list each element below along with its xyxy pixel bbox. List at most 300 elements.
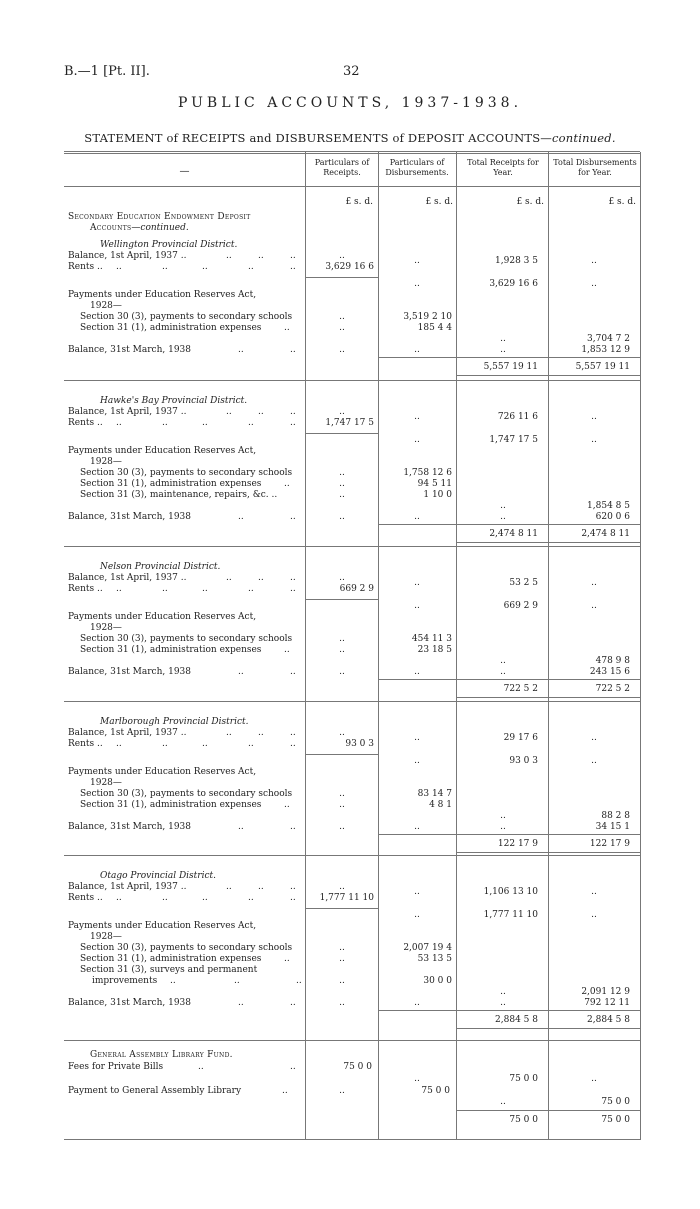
col-divider-5 <box>640 152 641 1140</box>
page-number: 32 <box>343 64 360 79</box>
balance-close-label-text: Balance, 31st March, 1938 <box>68 345 192 355</box>
library-payment-text: Payment to General Assembly Library <box>68 1086 242 1096</box>
section-31-1-label <box>80 954 315 964</box>
leader-dots: .. <box>290 407 296 417</box>
library-receipt-dots: .. <box>339 1086 345 1096</box>
currency-heading-receipts: £ s. d. <box>345 197 373 207</box>
section-30-disb: 83 14 7 <box>417 789 452 799</box>
section-heading-continued: —continued. <box>131 223 189 233</box>
disb-dots: .. <box>414 412 420 422</box>
library-sum-receipts: 75 0 0 <box>509 1115 538 1125</box>
statement-subtitle <box>0 131 700 145</box>
section-30-label-text: Section 30 (3), payments to secondary schools <box>80 468 293 478</box>
receipt-dots: .. <box>339 943 345 953</box>
total-open-balance: 53 2 5 <box>509 578 538 588</box>
receipt-dots: .. <box>339 634 345 644</box>
total-disb-dots: .. <box>591 910 597 920</box>
balance-open-label <box>68 573 303 583</box>
sum-total-receipts: 2,884 5 8 <box>495 1015 538 1025</box>
disb-dots: .. <box>414 910 420 920</box>
district-separator-rule <box>64 380 640 381</box>
leader-dots: .. <box>170 976 176 986</box>
leader-dots: .. <box>284 800 290 810</box>
total-receipts-dots: .. <box>500 987 506 997</box>
disb-dots: .. <box>414 256 420 266</box>
leader-dots: .. <box>116 418 122 428</box>
rents-label <box>68 418 303 428</box>
rents-receipt: 1,777 11 10 <box>319 893 374 903</box>
section-31-1-disb: 23 18 5 <box>417 645 452 655</box>
rents-receipt: 3,629 16 6 <box>325 262 374 272</box>
section-31-3-disb: 1 10 0 <box>423 490 452 500</box>
receipt-dots: .. <box>339 345 345 355</box>
payments-label-text: Payments under Education Reserves Act, <box>68 767 257 777</box>
leader-dots: .. <box>248 739 254 749</box>
leader-dots: .. <box>290 345 296 355</box>
leader-dots: .. <box>202 262 208 272</box>
leader-dots: .. <box>258 728 264 738</box>
leader-dots: .. <box>290 822 296 832</box>
district-name: Marlborough Provincial District. <box>100 717 249 727</box>
section-heading-line2 <box>90 223 189 233</box>
leader-dots: .. <box>162 584 168 594</box>
total-open-balance: 29 17 6 <box>503 733 538 743</box>
section-31-3-disb: 30 0 0 <box>423 976 452 986</box>
total-receipts-dots: .. <box>500 512 506 522</box>
total-disb-dots: .. <box>591 435 597 445</box>
leader-dots: .. <box>284 954 290 964</box>
total-receipts-dots: .. <box>500 822 506 832</box>
section-31-1-label <box>80 479 315 489</box>
leader-dots: .. <box>258 882 264 892</box>
total-disb-payments: 2,091 12 9 <box>581 987 630 997</box>
total-disb-payments: 478 9 8 <box>595 656 630 666</box>
total-disb-balance: 620 0 6 <box>595 512 630 522</box>
improvements-label <box>92 976 327 986</box>
balance-open-label <box>68 728 303 738</box>
act-year-label <box>90 301 325 311</box>
balance-open-label <box>68 251 303 261</box>
page-title: PUBLIC ACCOUNTS, 1937-1938. <box>177 95 523 111</box>
total-disb-payments: 88 2 8 <box>601 811 630 821</box>
leader-dots: .. <box>248 262 254 272</box>
receipt-dots: .. <box>339 954 345 964</box>
library-fees-text: Fees for Private Bills <box>68 1062 164 1072</box>
subtitle-continued: —continued. <box>540 131 616 145</box>
balance-close-label <box>68 512 303 522</box>
sum-double-rule <box>456 542 640 543</box>
sum-total-receipts: 5,557 19 11 <box>483 362 538 372</box>
total-rents: 93 0 3 <box>509 756 538 766</box>
sum-rule <box>456 679 640 680</box>
disb-column-rule <box>378 834 456 835</box>
leader-dots: .. <box>258 573 264 583</box>
leader-dots: .. <box>290 728 296 738</box>
leader-dots: .. <box>226 407 232 417</box>
leader-dots: .. <box>290 667 296 677</box>
balance-close-label-text: Balance, 31st March, 1938 <box>68 667 192 677</box>
sum-rule <box>456 357 640 358</box>
sum-rule <box>456 834 640 835</box>
col-header-disbursements: Particulars of Disbursements. <box>385 158 449 177</box>
section-30-label-text: Section 30 (3), payments to secondary schools <box>80 943 293 953</box>
section-30-label <box>80 943 315 953</box>
payments-label <box>68 290 303 300</box>
library-sum-rule <box>456 1110 640 1111</box>
library-total-disb: 75 0 0 <box>601 1097 630 1107</box>
disb-dots: .. <box>414 512 420 522</box>
section-31-1-disb: 53 13 5 <box>417 954 452 964</box>
library-top-rule <box>64 1040 640 1041</box>
sum-total-disbursements: 2,474 8 11 <box>581 529 630 539</box>
receipt-dots: .. <box>339 789 345 799</box>
leader-dots: .. <box>284 645 290 655</box>
total-rents: 1,747 17 5 <box>489 435 538 445</box>
receipt-rule <box>305 277 378 278</box>
table-top-rule <box>64 151 640 152</box>
section-30-label <box>80 312 315 322</box>
district-separator-rule <box>64 701 640 702</box>
disb-dots: .. <box>414 578 420 588</box>
receipt-rule <box>305 908 378 909</box>
receipt-dots: .. <box>339 573 345 583</box>
disb-column-rule <box>378 1010 456 1011</box>
total-receipts-dots: .. <box>500 811 506 821</box>
payments-label <box>68 612 303 622</box>
section-31-1-label <box>80 800 315 810</box>
section-31-1-label-text: Section 31 (1), administration expenses <box>80 800 262 810</box>
total-receipts-dots: .. <box>500 667 506 677</box>
receipt-dots: .. <box>339 882 345 892</box>
section-31-1-label-text: Section 31 (1), administration expenses <box>80 954 262 964</box>
act-year-label <box>90 623 325 633</box>
section-30-label <box>80 789 315 799</box>
leader-dots: .. <box>238 667 244 677</box>
total-disb-dots: .. <box>591 733 597 743</box>
leader-dots: .. <box>226 251 232 261</box>
col-header-total-receipts: Total Receipts for Year. <box>467 158 539 177</box>
leader-dots: .. <box>296 976 302 986</box>
sum-double-rule <box>456 375 640 376</box>
receipt-rule <box>305 599 378 600</box>
section-31-1-disb: 185 4 4 <box>417 323 452 333</box>
total-disb-dots: .. <box>591 256 597 266</box>
balance-open-label-text: Balance, 1st April, 1937 .. <box>68 882 187 892</box>
leader-dots: .. <box>290 262 296 272</box>
leader-dots: .. <box>202 893 208 903</box>
receipt-dots: .. <box>339 667 345 677</box>
leader-dots: .. <box>258 407 264 417</box>
receipt-dots: .. <box>339 323 345 333</box>
rents-label <box>68 584 303 594</box>
district-separator-rule <box>64 855 640 856</box>
leader-dots: .. <box>290 251 296 261</box>
balance-open-label <box>68 882 303 892</box>
rents-label <box>68 893 303 903</box>
disb-dots: .. <box>414 435 420 445</box>
disb-dots: .. <box>414 279 420 289</box>
section-31-1-label <box>80 645 315 655</box>
total-open-balance: 1,928 3 5 <box>495 256 538 266</box>
balance-close-label-text: Balance, 31st March, 1938 <box>68 822 192 832</box>
rents-label-text: Rents .. <box>68 262 103 272</box>
rents-receipt: 1,747 17 5 <box>325 418 374 428</box>
library-total-disb-dots: .. <box>591 1074 597 1084</box>
disb-dots: .. <box>414 667 420 677</box>
total-disb-payments: 3,704 7 2 <box>587 334 630 344</box>
total-rents: 3,629 16 6 <box>489 279 538 289</box>
section-31-1-label <box>80 323 315 333</box>
balance-open-label-text: Balance, 1st April, 1937 .. <box>68 728 187 738</box>
section-30-label-text: Section 30 (3), payments to secondary schools <box>80 789 293 799</box>
total-disb-balance: 792 12 11 <box>584 998 630 1008</box>
act-year-label-text: 1928— <box>90 932 122 942</box>
leader-dots: .. <box>238 998 244 1008</box>
page-reference: B.—1 [Pt. II]. <box>64 64 150 79</box>
leader-dots: .. <box>116 739 122 749</box>
sum-double-rule <box>456 1028 640 1029</box>
library-payment-disb: 75 0 0 <box>421 1086 450 1096</box>
leader-dots: .. <box>284 479 290 489</box>
total-rents: 1,777 11 10 <box>483 910 538 920</box>
balance-open-label-text: Balance, 1st April, 1937 .. <box>68 573 187 583</box>
act-year-label-text: 1928— <box>90 301 122 311</box>
disb-dots: .. <box>414 887 420 897</box>
leader-dots: .. <box>290 998 296 1008</box>
receipt-dots: .. <box>339 251 345 261</box>
section-31-3-label-text: Section 31 (3), surveys and permanent <box>80 965 258 975</box>
leader-dots: .. <box>258 251 264 261</box>
receipt-rule <box>305 754 378 755</box>
rents-label-text: Rents .. <box>68 418 103 428</box>
receipt-dots: .. <box>339 490 345 500</box>
leader-dots: .. <box>202 584 208 594</box>
total-disb-dots: .. <box>591 412 597 422</box>
section-31-1-label-text: Section 31 (1), administration expenses <box>80 645 262 655</box>
col-header-total-disbursements: Total Disbursements for Year. <box>553 158 637 177</box>
leader-dots: .. <box>290 739 296 749</box>
sum-total-disbursements: 722 5 2 <box>595 684 630 694</box>
sum-rule <box>456 1010 640 1011</box>
receipt-dots: .. <box>339 312 345 322</box>
total-disb-balance: 1,853 12 9 <box>581 345 630 355</box>
disb-dots: .. <box>414 756 420 766</box>
balance-close-label <box>68 998 303 1008</box>
total-receipts-dots: .. <box>500 998 506 1008</box>
receipt-dots: .. <box>339 822 345 832</box>
payments-label <box>68 767 303 777</box>
section-30-disb: 2,007 19 4 <box>403 943 452 953</box>
district-separator-rule <box>64 546 640 547</box>
section-31-1-disb: 94 5 11 <box>417 479 452 489</box>
rents-label-text: Rents .. <box>68 739 103 749</box>
total-disb-dots: .. <box>591 756 597 766</box>
disb-column-rule <box>378 524 456 525</box>
district-name: Hawke's Bay Provincial District. <box>100 396 248 406</box>
library-fees-label <box>68 1062 296 1072</box>
leader-dots: .. <box>162 893 168 903</box>
payments-label <box>68 921 303 931</box>
col-header-receipts: Particulars of Receipts. <box>314 158 370 177</box>
total-receipts-dots: .. <box>500 334 506 344</box>
act-year-label-text: 1928— <box>90 457 122 467</box>
leader-dots: .. <box>202 739 208 749</box>
balance-open-label-text: Balance, 1st April, 1937 .. <box>68 407 187 417</box>
total-disb-dots: .. <box>591 279 597 289</box>
leader-dots: .. <box>290 584 296 594</box>
leader-dots: .. <box>116 893 122 903</box>
receipt-dots: .. <box>339 512 345 522</box>
balance-open-label-text: Balance, 1st April, 1937 .. <box>68 251 187 261</box>
payments-label <box>68 446 303 456</box>
leader-dots: .. <box>238 512 244 522</box>
library-total-receipts: 75 0 0 <box>509 1074 538 1084</box>
sum-double-rule <box>456 697 640 698</box>
rents-label-text: Rents .. <box>68 893 103 903</box>
balance-close-label-text: Balance, 31st March, 1938 <box>68 512 192 522</box>
section-30-label <box>80 634 315 644</box>
act-year-label-text: 1928— <box>90 778 122 788</box>
leader-dots: .. <box>162 739 168 749</box>
rents-label <box>68 739 303 749</box>
currency-heading-total-receipts: £ s. d. <box>516 197 544 207</box>
section-31-1-label-text: Section 31 (1), administration expenses <box>80 323 262 333</box>
receipt-dots: .. <box>339 800 345 810</box>
total-receipts-dots: .. <box>500 656 506 666</box>
leader-dots: .. <box>290 882 296 892</box>
receipt-dots: .. <box>339 407 345 417</box>
leader-dots: .. <box>290 512 296 522</box>
leader-dots: .. <box>198 1062 204 1072</box>
section-30-disb: 3,519 2 10 <box>403 312 452 322</box>
section-30-label <box>80 468 315 478</box>
receipt-dots: .. <box>339 645 345 655</box>
total-disb-balance: 34 15 1 <box>595 822 630 832</box>
rents-receipt: 93 0 3 <box>345 739 374 749</box>
total-open-balance: 1,106 13 10 <box>483 887 538 897</box>
act-year-label-text: 1928— <box>90 623 122 633</box>
receipt-dots: .. <box>339 479 345 489</box>
section-31-3-label <box>80 965 315 975</box>
payments-label-text: Payments under Education Reserves Act, <box>68 446 257 456</box>
leader-dots: .. <box>202 418 208 428</box>
currency-heading-disbursements: £ s. d. <box>425 197 453 207</box>
leader-dots: .. <box>226 728 232 738</box>
col-divider-3 <box>456 152 457 1140</box>
act-year-label <box>90 778 325 788</box>
balance-close-label <box>68 667 303 677</box>
col-header-blank: — <box>179 166 190 177</box>
improvements-label-text: improvements <box>92 976 158 986</box>
leader-dots: .. <box>226 573 232 583</box>
section-heading-accounts: Accounts <box>90 223 132 233</box>
sum-total-disbursements: 2,884 5 8 <box>587 1015 630 1025</box>
rents-label-text: Rents .. <box>68 584 103 594</box>
sum-total-receipts: 2,474 8 11 <box>489 529 538 539</box>
leader-dots: .. <box>248 893 254 903</box>
leader-dots: .. <box>162 262 168 272</box>
leader-dots: .. <box>234 976 240 986</box>
disb-dots: .. <box>414 601 420 611</box>
disb-dots: .. <box>414 733 420 743</box>
leader-dots: .. <box>226 882 232 892</box>
library-fees-receipt: 75 0 0 <box>343 1062 372 1072</box>
disb-dots: .. <box>414 998 420 1008</box>
section-30-label-text: Section 30 (3), payments to secondary schools <box>80 634 293 644</box>
sum-total-receipts: 122 17 9 <box>497 839 538 849</box>
sum-rule <box>456 524 640 525</box>
section-31-3-label <box>80 490 315 500</box>
balance-close-label-text: Balance, 31st March, 1938 <box>68 998 192 1008</box>
total-disb-dots: .. <box>591 887 597 897</box>
disb-column-rule <box>378 679 456 680</box>
leader-dots: .. <box>284 323 290 333</box>
disb-column-rule <box>378 357 456 358</box>
receipt-dots: .. <box>339 976 345 986</box>
total-disb-payments: 1,854 8 5 <box>587 501 630 511</box>
receipt-dots: .. <box>339 728 345 738</box>
sum-total-disbursements: 5,557 19 11 <box>575 362 630 372</box>
leader-dots: .. <box>248 584 254 594</box>
sum-total-disbursements: 122 17 9 <box>589 839 630 849</box>
act-year-label <box>90 932 325 942</box>
act-year-label <box>90 457 325 467</box>
table-bottom-rule <box>64 1139 640 1140</box>
leader-dots: .. <box>116 584 122 594</box>
total-open-balance: 726 11 6 <box>497 412 538 422</box>
leader-dots: .. <box>248 418 254 428</box>
table-top-rule-2 <box>64 153 640 154</box>
receipt-rule <box>305 433 378 434</box>
section-31-3-label-text: Section 31 (3), maintenance, repairs, &c. .. <box>80 490 278 500</box>
section-30-label-text: Section 30 (3), payments to secondary schools <box>80 312 293 322</box>
balance-close-label <box>68 345 303 355</box>
leader-dots: .. <box>290 1062 296 1072</box>
library-payment-label <box>68 1086 288 1096</box>
col-divider-2 <box>378 152 379 1140</box>
payments-label-text: Payments under Education Reserves Act, <box>68 921 257 931</box>
balance-open-label <box>68 407 303 417</box>
rents-receipt: 669 2 9 <box>339 584 374 594</box>
receipt-dots: .. <box>339 998 345 1008</box>
leader-dots: .. <box>116 262 122 272</box>
balance-close-label <box>68 822 303 832</box>
district-name: Nelson Provincial District. <box>100 562 221 572</box>
receipt-dots: .. <box>339 468 345 478</box>
currency-heading-total-disbursements: £ s. d. <box>608 197 636 207</box>
district-name: Otago Provincial District. <box>100 871 216 881</box>
leader-dots: .. <box>238 345 244 355</box>
total-receipts-dots: .. <box>500 501 506 511</box>
total-receipts-dots: .. <box>500 345 506 355</box>
district-name: Wellington Provincial District. <box>100 240 238 250</box>
rents-label <box>68 262 303 272</box>
total-disb-balance: 243 15 6 <box>589 667 630 677</box>
col-divider-4 <box>548 152 549 1140</box>
leader-dots: .. <box>282 1086 288 1096</box>
sum-total-receipts: 722 5 2 <box>503 684 538 694</box>
leader-dots: .. <box>238 822 244 832</box>
leader-dots: .. <box>290 418 296 428</box>
section-heading-line1: Secondary Education Endowment Deposit <box>68 212 251 222</box>
payments-label-text: Payments under Education Reserves Act, <box>68 612 257 622</box>
library-heading: General Assembly Library Fund. <box>90 1050 233 1060</box>
disb-dots: .. <box>414 345 420 355</box>
section-30-disb: 1,758 12 6 <box>403 468 452 478</box>
total-rents: 669 2 9 <box>503 601 538 611</box>
total-disb-dots: .. <box>591 578 597 588</box>
sum-double-rule <box>456 852 640 853</box>
